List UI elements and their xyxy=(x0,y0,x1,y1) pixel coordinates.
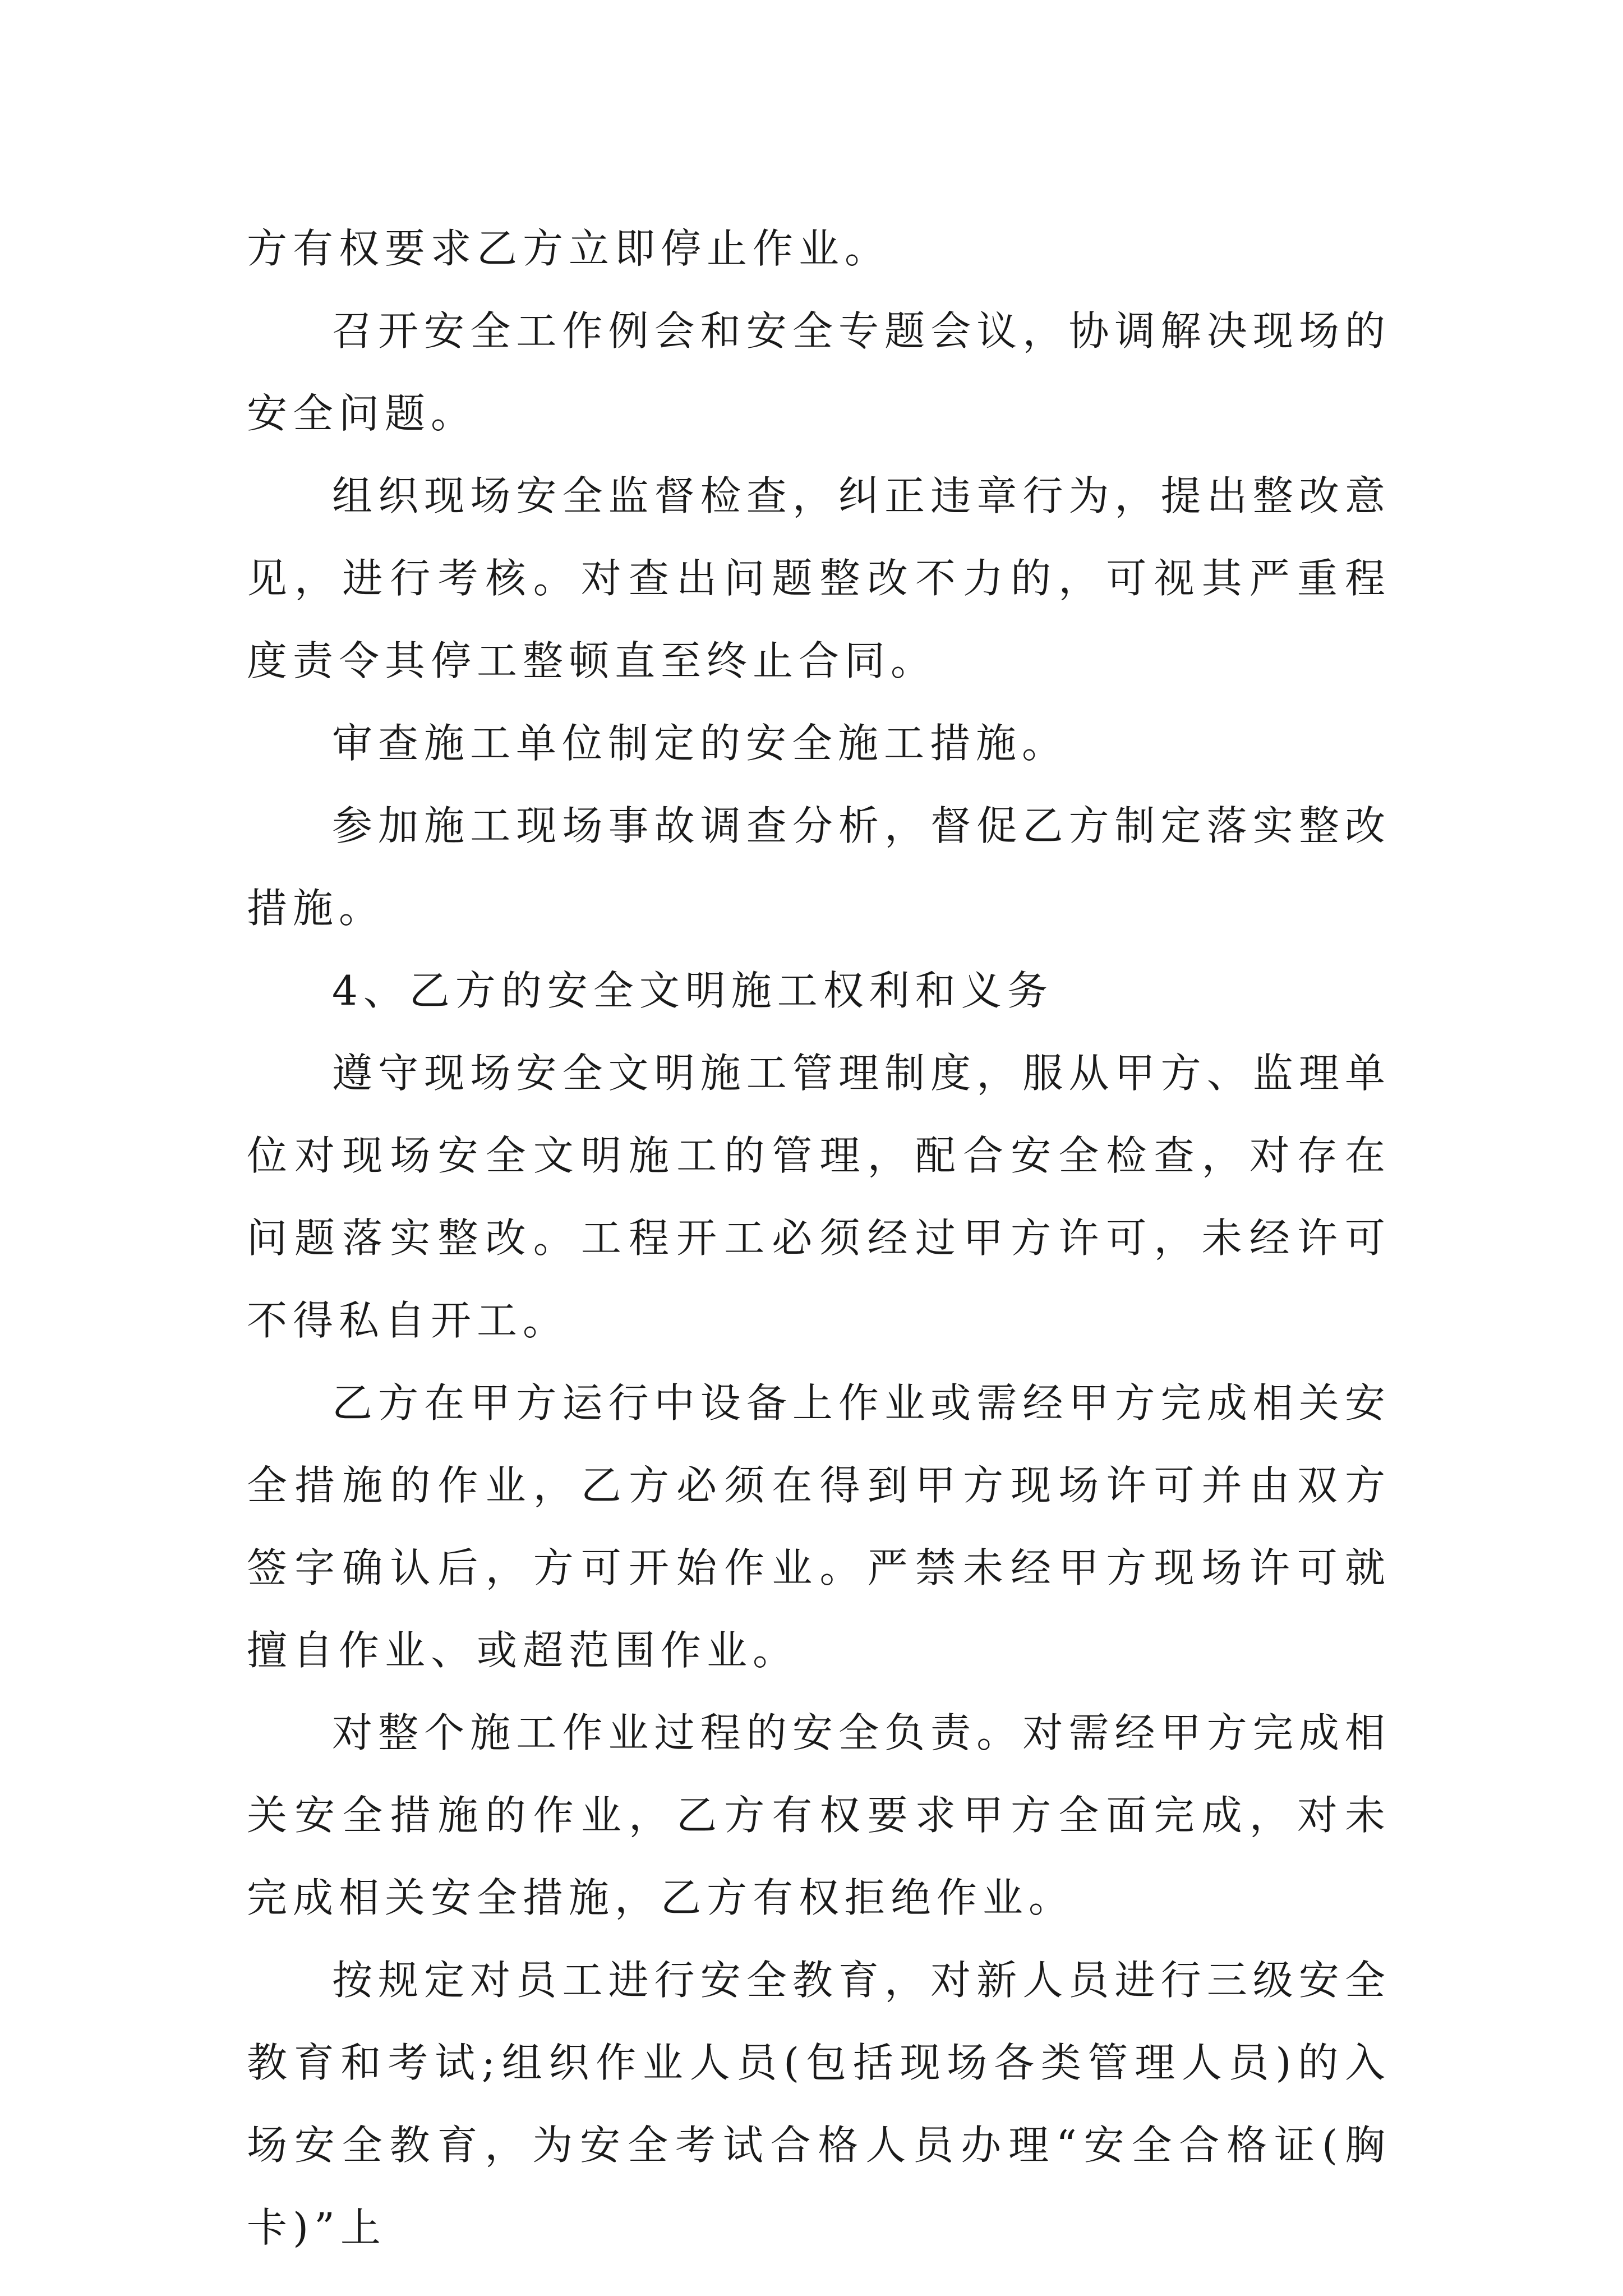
paragraph: 方有权要求乙方立即停止作业。 xyxy=(247,225,891,272)
paragraph: 乙方在甲方运行中设备上作业或需经甲方完成相关安全措施的作业，乙方必须在得到甲方现场许可并由双方签字确认后，方可开始作业。严禁未经甲方现场许可就擅自作业、或超范围作业。 xyxy=(247,1379,1391,1674)
paragraph: 按规定对员工进行安全教育，对新人员进行三级安全教育和考试;组织作业人员(包括现场各类管理人员)的入场安全教育，为安全考试合格人员办理“安全合格证(胸卡)”上 xyxy=(247,1957,1391,2251)
paragraph: 参加施工现场事故调查分析，督促乙方制定落实整改措施。 xyxy=(247,802,1391,932)
paragraph: 审查施工单位制定的安全施工措施。 xyxy=(332,720,1068,767)
paragraph: 组织现场安全监督检查，纠正违章行为，提出整改意见，进行考核。对查出问题整改不力的，可视其严重程度责令其停工整顿直至终止合同。 xyxy=(247,472,1391,684)
body-text xyxy=(247,208,1391,2269)
paragraph: 召开安全工作例会和安全专题会议，协调解决现场的安全问题。 xyxy=(247,307,1391,437)
paragraph: 对整个施工作业过程的安全负责。对需经甲方完成相关安全措施的作业，乙方有权要求甲方全面完成，对未完成相关安全措施，乙方有权拒绝作业。 xyxy=(247,1709,1391,1921)
section-heading: 4、乙方的安全文明施工权利和义务 xyxy=(332,967,1053,1014)
paragraph: 遵守现场安全文明施工管理制度，服从甲方、监理单位对现场安全文明施工的管理，配合安全检查，对存在问题落实整改。工程开工必须经过甲方许可，未经许可不得私自开工。 xyxy=(247,1050,1391,1344)
